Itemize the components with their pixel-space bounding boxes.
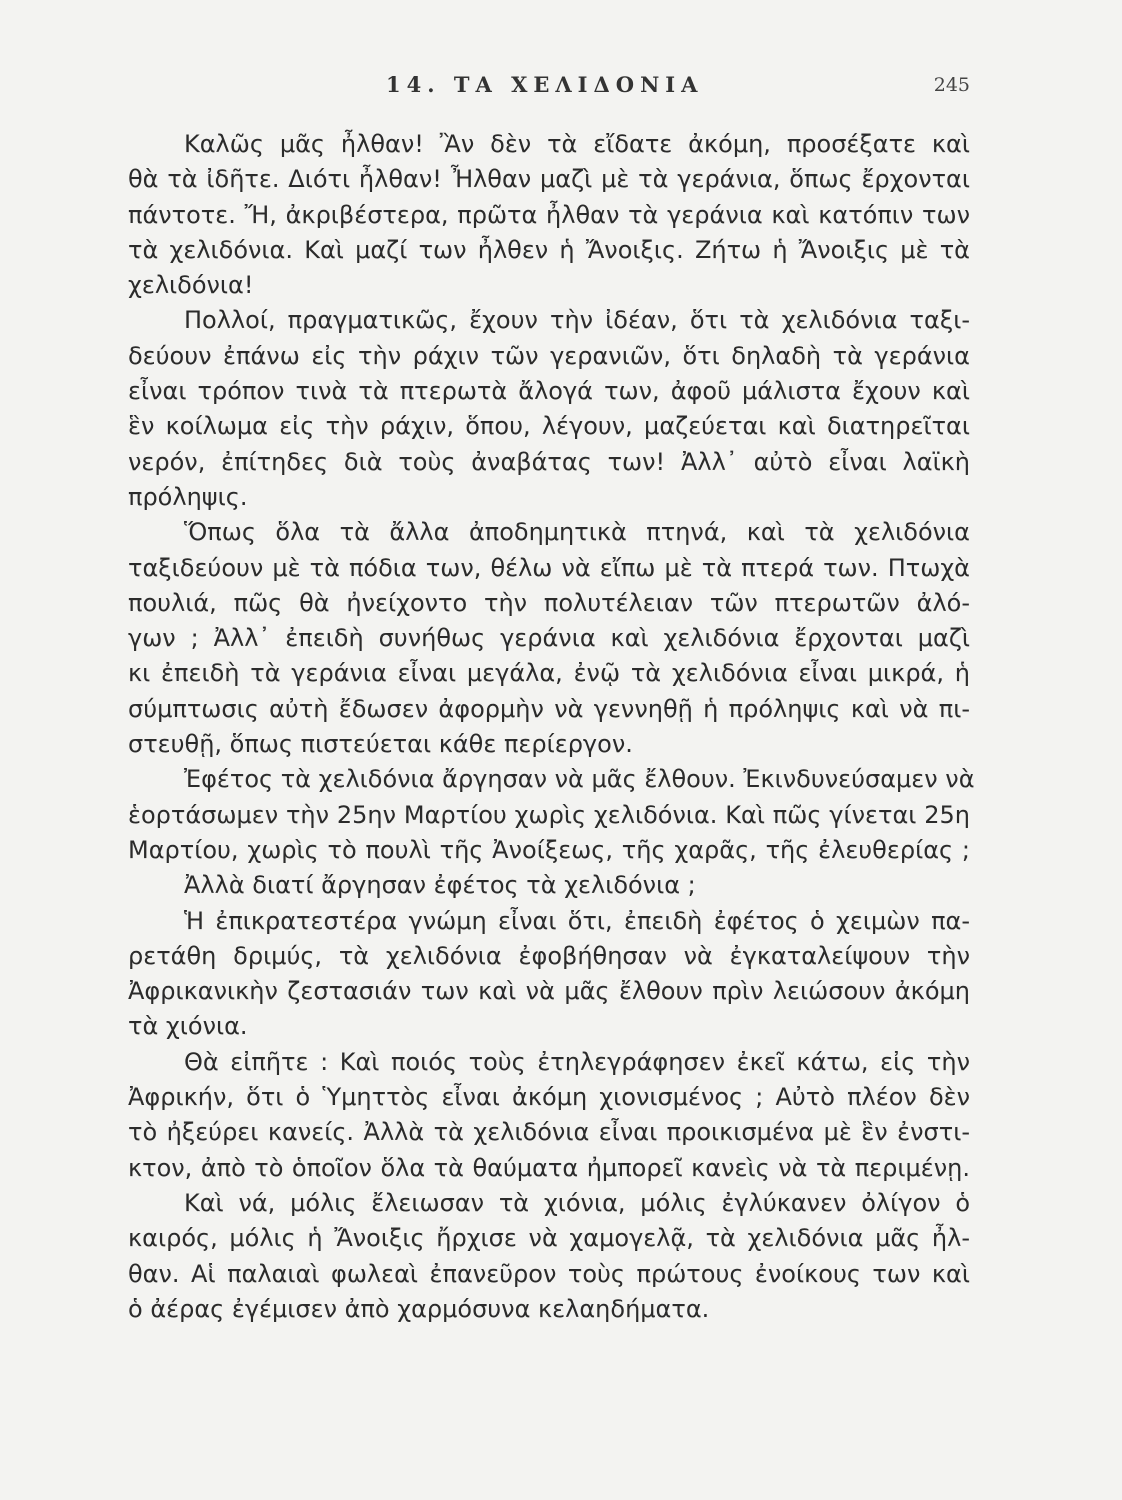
- text-line: πάντοτε. Ἤ, ἀκριβέστερα, πρῶτα ἦλθαν τὰ γεράνια καὶ κατόπιν των: [128, 200, 970, 229]
- text-line: πουλιά, πῶς θὰ ἠνείχοντο τὴν πολυτέλειαν τῶν πτερωτῶν ἀλό-: [128, 588, 970, 617]
- text-line: θὰ τὰ ἰδῆτε. Διότι ἦλθαν! Ἦλθαν μαζὶ μὲ τὰ γεράνια, ὅπως ἔρχονται: [128, 165, 970, 194]
- body-text: [128, 127, 975, 1327]
- text-line: Καλῶς μᾶς ἦλθαν! Ἂν δὲν τὰ εἴδατε ἀκόμη, προσέξατε καὶ: [184, 130, 970, 158]
- text-line: πρόληψις.: [128, 482, 248, 511]
- text-line: Ἀφρικήν, ὅτι ὁ Ὑμηττὸς εἶναι ἀκόμη χιονισμένος ; Αὐτὸ πλέον δὲν: [128, 1083, 970, 1112]
- text-line: ταξιδεύουν μὲ τὰ πόδια των, θέλω νὰ εἴπω μὲ τὰ πτερά των. Πτωχὰ: [128, 553, 970, 582]
- text-line: τὰ χιόνια.: [128, 1012, 248, 1041]
- text-line: νερόν, ἐπίτηδες διὰ τοὺς ἀναβάτας των! Ἀλλ᾽ αὐτὸ εἶναι λαϊκὴ: [128, 447, 970, 476]
- page-header: [128, 72, 970, 102]
- text-line: Ἡ ἐπικρατεστέρα γνώμη εἶναι ὅτι, ἐπειδὴ ἐφέτος ὁ χειμὼν πα-: [184, 906, 970, 935]
- text-line: εἶναι τρόπον τινὰ τὰ πτερωτὰ ἄλογά των, ἀφοῦ μάλιστα ἔχουν καὶ: [128, 377, 970, 406]
- text-line: Ὅπως ὅλα τὰ ἄλλα ἀποδημητικὰ πτηνά, καὶ τὰ χελιδόνια: [184, 518, 970, 547]
- text-line: Ἐφέτος τὰ χελιδόνια ἄργησαν νὰ μᾶς ἔλθουν. Ἐκινδυνεύσαμεν νὰ: [184, 765, 975, 794]
- text-line: ρετάθη δριμύς, τὰ χελιδόνια ἐφοβήθησαν νὰ ἐγκαταλείψουν τὴν: [128, 941, 970, 970]
- text-line: Θὰ εἰπῆτε : Καὶ ποιός τοὺς ἐτηλεγράφησεν ἐκεῖ κάτω, εἰς τὴν: [184, 1047, 970, 1076]
- text-line: καιρός, μόλις ἡ Ἄνοιξις ἤρχισε νὰ χαμογελᾷ, τὰ χελιδόνια μᾶς ἦλ-: [128, 1224, 970, 1253]
- text-line: Καὶ νά, μόλις ἔλειωσαν τὰ χιόνια, μόλις ἐγλύκανεν ὀλίγον ὁ: [184, 1188, 970, 1217]
- text-line: θαν. Αἱ παλαιαὶ φωλεαὶ ἐπανεῦρον τοὺς πρώτους ἐνοίκους των καὶ: [128, 1259, 970, 1288]
- text-line: γων ; Ἀλλ᾽ ἐπειδὴ συνήθως γεράνια καὶ χελιδόνια ἔρχονται μαζὶ: [128, 624, 970, 653]
- text-line: τὰ χελιδόνια. Καὶ μαζί των ἦλθεν ἡ Ἄνοιξις. Ζήτω ἡ Ἄνοιξις μὲ τὰ: [128, 235, 970, 264]
- text-line: ἓν κοίλωμα εἰς τὴν ράχιν, ὅπου, λέγουν, μαζεύεται καὶ διατηρεῖται: [128, 412, 970, 441]
- text-line: Πολλοί, πραγματικῶς, ἔχουν τὴν ἰδέαν, ὅτι τὰ χελιδόνια ταξι-: [184, 306, 970, 335]
- text-line: ὁ ἀέρας ἐγέμισεν ἀπὸ χαρμόσυνα κελαηδήματα.: [128, 1294, 710, 1323]
- page-number: 245: [933, 74, 970, 96]
- chapter-title: 14. ΤΑ ΧΕΛΙΔΟΝΙΑ: [386, 72, 704, 97]
- text-line: Ἀλλὰ διατί ἄργησαν ἐφέτος τὰ χελιδόνια ;: [184, 871, 696, 900]
- text-line: δεύουν ἐπάνω εἰς τὴν ράχιν τῶν γερανιῶν, ὅτι δηλαδὴ τὰ γεράνια: [128, 341, 970, 370]
- text-line: χελιδόνια!: [128, 271, 254, 300]
- text-line: Μαρτίου, χωρὶς τὸ πουλὶ τῆς Ἀνοίξεως, τῆς χαρᾶς, τῆς ἐλευθερίας ;: [128, 835, 970, 864]
- text-line: σύμπτωσις αὐτὴ ἔδωσεν ἀφορμὴν νὰ γεννηθῇ ἡ πρόληψις καὶ νὰ πι-: [128, 694, 970, 723]
- text-line: στευθῇ, ὅπως πιστεύεται κάθε περίεργον.: [128, 730, 633, 759]
- text-line: κι ἐπειδὴ τὰ γεράνια εἶναι μεγάλα, ἐνῷ τὰ χελιδόνια εἶναι μικρά, ἡ: [128, 659, 970, 688]
- text-line: κτον, ἀπὸ τὸ ὁποῖον ὅλα τὰ θαύματα ἠμπορεῖ κανεὶς νὰ τὰ περιμένῃ.: [128, 1153, 970, 1182]
- text-line: τὸ ἠξεύρει κανείς. Ἀλλὰ τὰ χελιδόνια εἶναι προικισμένα μὲ ἓν ἐνστι-: [128, 1118, 970, 1147]
- text-line: Ἀφρικανικὴν ζεστασιάν των καὶ νὰ μᾶς ἔλθουν πρὶν λειώσουν ἀκόμη: [128, 977, 970, 1006]
- text-line: ἑορτάσωμεν τὴν 25ην Μαρτίου χωρὶς χελιδόνια. Καὶ πῶς γίνεται 25η: [128, 800, 970, 829]
